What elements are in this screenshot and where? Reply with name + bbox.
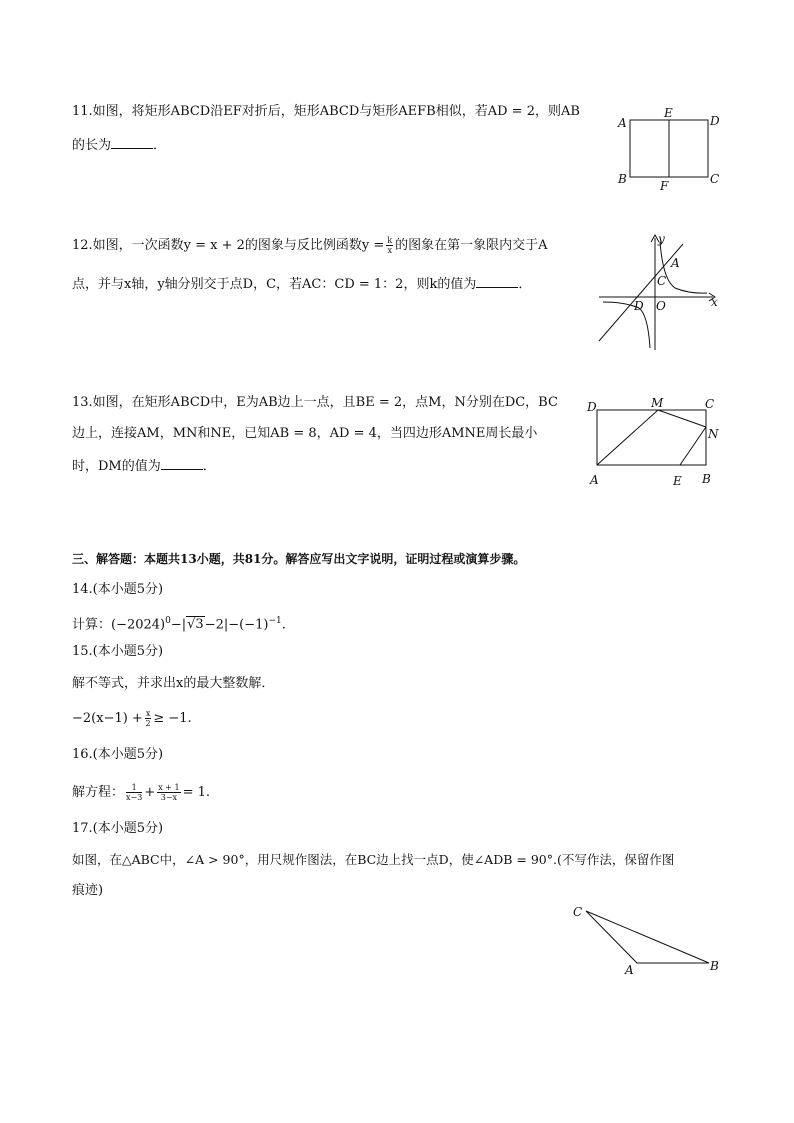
- q17-triangle-figure: [568, 900, 728, 980]
- q12-line1: [72, 236, 548, 256]
- q17-label-a: A: [625, 963, 634, 977]
- q13-label-d: D: [587, 400, 597, 414]
- q14-text-c: −2|−(−1): [204, 617, 269, 633]
- q13-label-e: E: [673, 474, 682, 488]
- q11-answer-blank: [111, 134, 153, 149]
- q14-text-b: −|: [170, 617, 187, 633]
- section3-heading: 三、解答题：本题共13小题，共81分。解答应写出文字说明，证明过程或演算步骤。: [72, 552, 526, 566]
- q11-label-d: D: [710, 114, 720, 128]
- q16-f1-num: 1: [126, 783, 142, 793]
- q16-title: 16.(本小题5分): [72, 747, 164, 762]
- q13-label-a: A: [590, 473, 599, 487]
- q12-label-d: D: [634, 299, 644, 313]
- q12-frac-den: x: [387, 246, 392, 255]
- q16-fraction-1: [126, 783, 142, 802]
- q15-expr-a: −2(x−1) +: [72, 711, 143, 726]
- q17-line1: 如图，在△ABC中，∠A > 90°，用尺规作图法，在BC边上找一点D，使∠ADB = 90°.(不写作法，保留作图: [72, 852, 675, 867]
- q12-function-graph: [595, 230, 723, 354]
- q13-label-n: N: [708, 427, 719, 441]
- q13-line2: 边上，连接AM，MN和NE，已知AB = 8，AD = 4，当四边形AMNE周长最小: [72, 426, 538, 441]
- q13-rectangle-figure: [585, 394, 725, 492]
- q16-prompt: 解方程：: [72, 785, 125, 800]
- q16-equation: [72, 783, 210, 803]
- q13-rect-abcd: [597, 410, 706, 465]
- q13-segment-ne: [680, 427, 706, 465]
- q13-segment-am: [597, 410, 658, 465]
- q13-label-b: B: [702, 472, 711, 486]
- q11-line2-text: 的长为: [72, 138, 112, 153]
- q11-period: ．: [153, 138, 167, 153]
- q12-answer-blank: [476, 273, 518, 288]
- q12-line2-text: 点，并与x轴，y轴分别交于点D，C，若AC：CD = 1：2，则k的值为: [72, 277, 477, 292]
- q12-label-x: x: [711, 295, 718, 309]
- q16-f2-den: 3−x: [160, 793, 178, 802]
- q11-line1: 11.如图，将矩形ABCD沿EF对折后，矩形ABCD与矩形AEFB相似，若AD = 2，则AB: [72, 104, 580, 119]
- q15-title: 15.(本小题5分): [72, 644, 164, 659]
- q17-title: 17.(本小题5分): [72, 821, 164, 836]
- q12-line2: [72, 273, 531, 295]
- q12-line1-a: 12.如图，一次函数y = x + 2的图象与反比例函数y =: [72, 238, 385, 253]
- q14-exponent-neg1: −1: [268, 616, 282, 626]
- q17-triangle-abc: [586, 911, 709, 963]
- q12-label-o: O: [656, 299, 666, 313]
- q13-line1: 13.如图，在矩形ABCD中，E为AB边上一点，且BE = 2，点M，N分别在DC，BC: [72, 395, 558, 410]
- q16-plus: +: [144, 785, 156, 800]
- q17-label-b: B: [710, 959, 719, 973]
- q16-f1-den: x−3: [126, 793, 143, 802]
- q15-expr-b: ≥ −1.: [153, 711, 192, 726]
- q11-line2: [72, 134, 166, 156]
- q11-label-b: B: [618, 172, 627, 186]
- q14-expression: [72, 611, 286, 635]
- q16-tail: = 1.: [182, 785, 211, 800]
- q13-line3-text: 时，DM的值为: [72, 459, 161, 474]
- q15-prompt: 解不等式，并求出x的最大整数解．: [72, 676, 275, 691]
- q14-text-a: 计算：(−2024): [72, 617, 166, 633]
- q12-label-c: C: [657, 274, 667, 288]
- q11-label-f: F: [660, 179, 669, 193]
- q11-label-a: A: [618, 116, 627, 130]
- q13-answer-blank: [161, 455, 203, 470]
- q11-rectangle-figure: [612, 108, 727, 192]
- q16-fraction-2: [157, 783, 180, 802]
- q13-label-c: C: [705, 397, 715, 411]
- q14-exponent-0: 0: [165, 616, 171, 626]
- q15-fraction-x-over-2: [145, 709, 152, 728]
- q13-segment-mn: [658, 410, 706, 427]
- q12-fraction-k-over-x: [386, 236, 393, 255]
- q12-label-y: y: [658, 232, 665, 246]
- q14-text-d: .: [281, 617, 286, 633]
- q13-line3: [72, 455, 216, 477]
- q15-frac-den: 2: [145, 719, 151, 728]
- q11-label-c: C: [710, 172, 720, 186]
- q12-line1-b: 的图象在第一象限内交于A: [395, 238, 548, 253]
- q13-period: ．: [202, 459, 216, 474]
- q12-period: ．: [518, 277, 532, 292]
- q12-hyperbola-branch-q1: [660, 242, 707, 293]
- q12-frac-num: k: [387, 236, 393, 245]
- q15-inequality: [72, 709, 192, 729]
- q14-sqrt-3: √3: [187, 617, 204, 633]
- q17-label-c: C: [573, 905, 583, 919]
- q11-label-e: E: [664, 106, 673, 120]
- q16-f2-num: x + 1: [158, 783, 180, 792]
- q13-label-m: M: [651, 396, 664, 410]
- q12-label-a: A: [671, 256, 680, 270]
- q15-frac-num: x: [145, 709, 151, 718]
- q17-line2: 痕迹): [72, 883, 104, 898]
- q14-title: 14.(本小题5分): [72, 582, 164, 597]
